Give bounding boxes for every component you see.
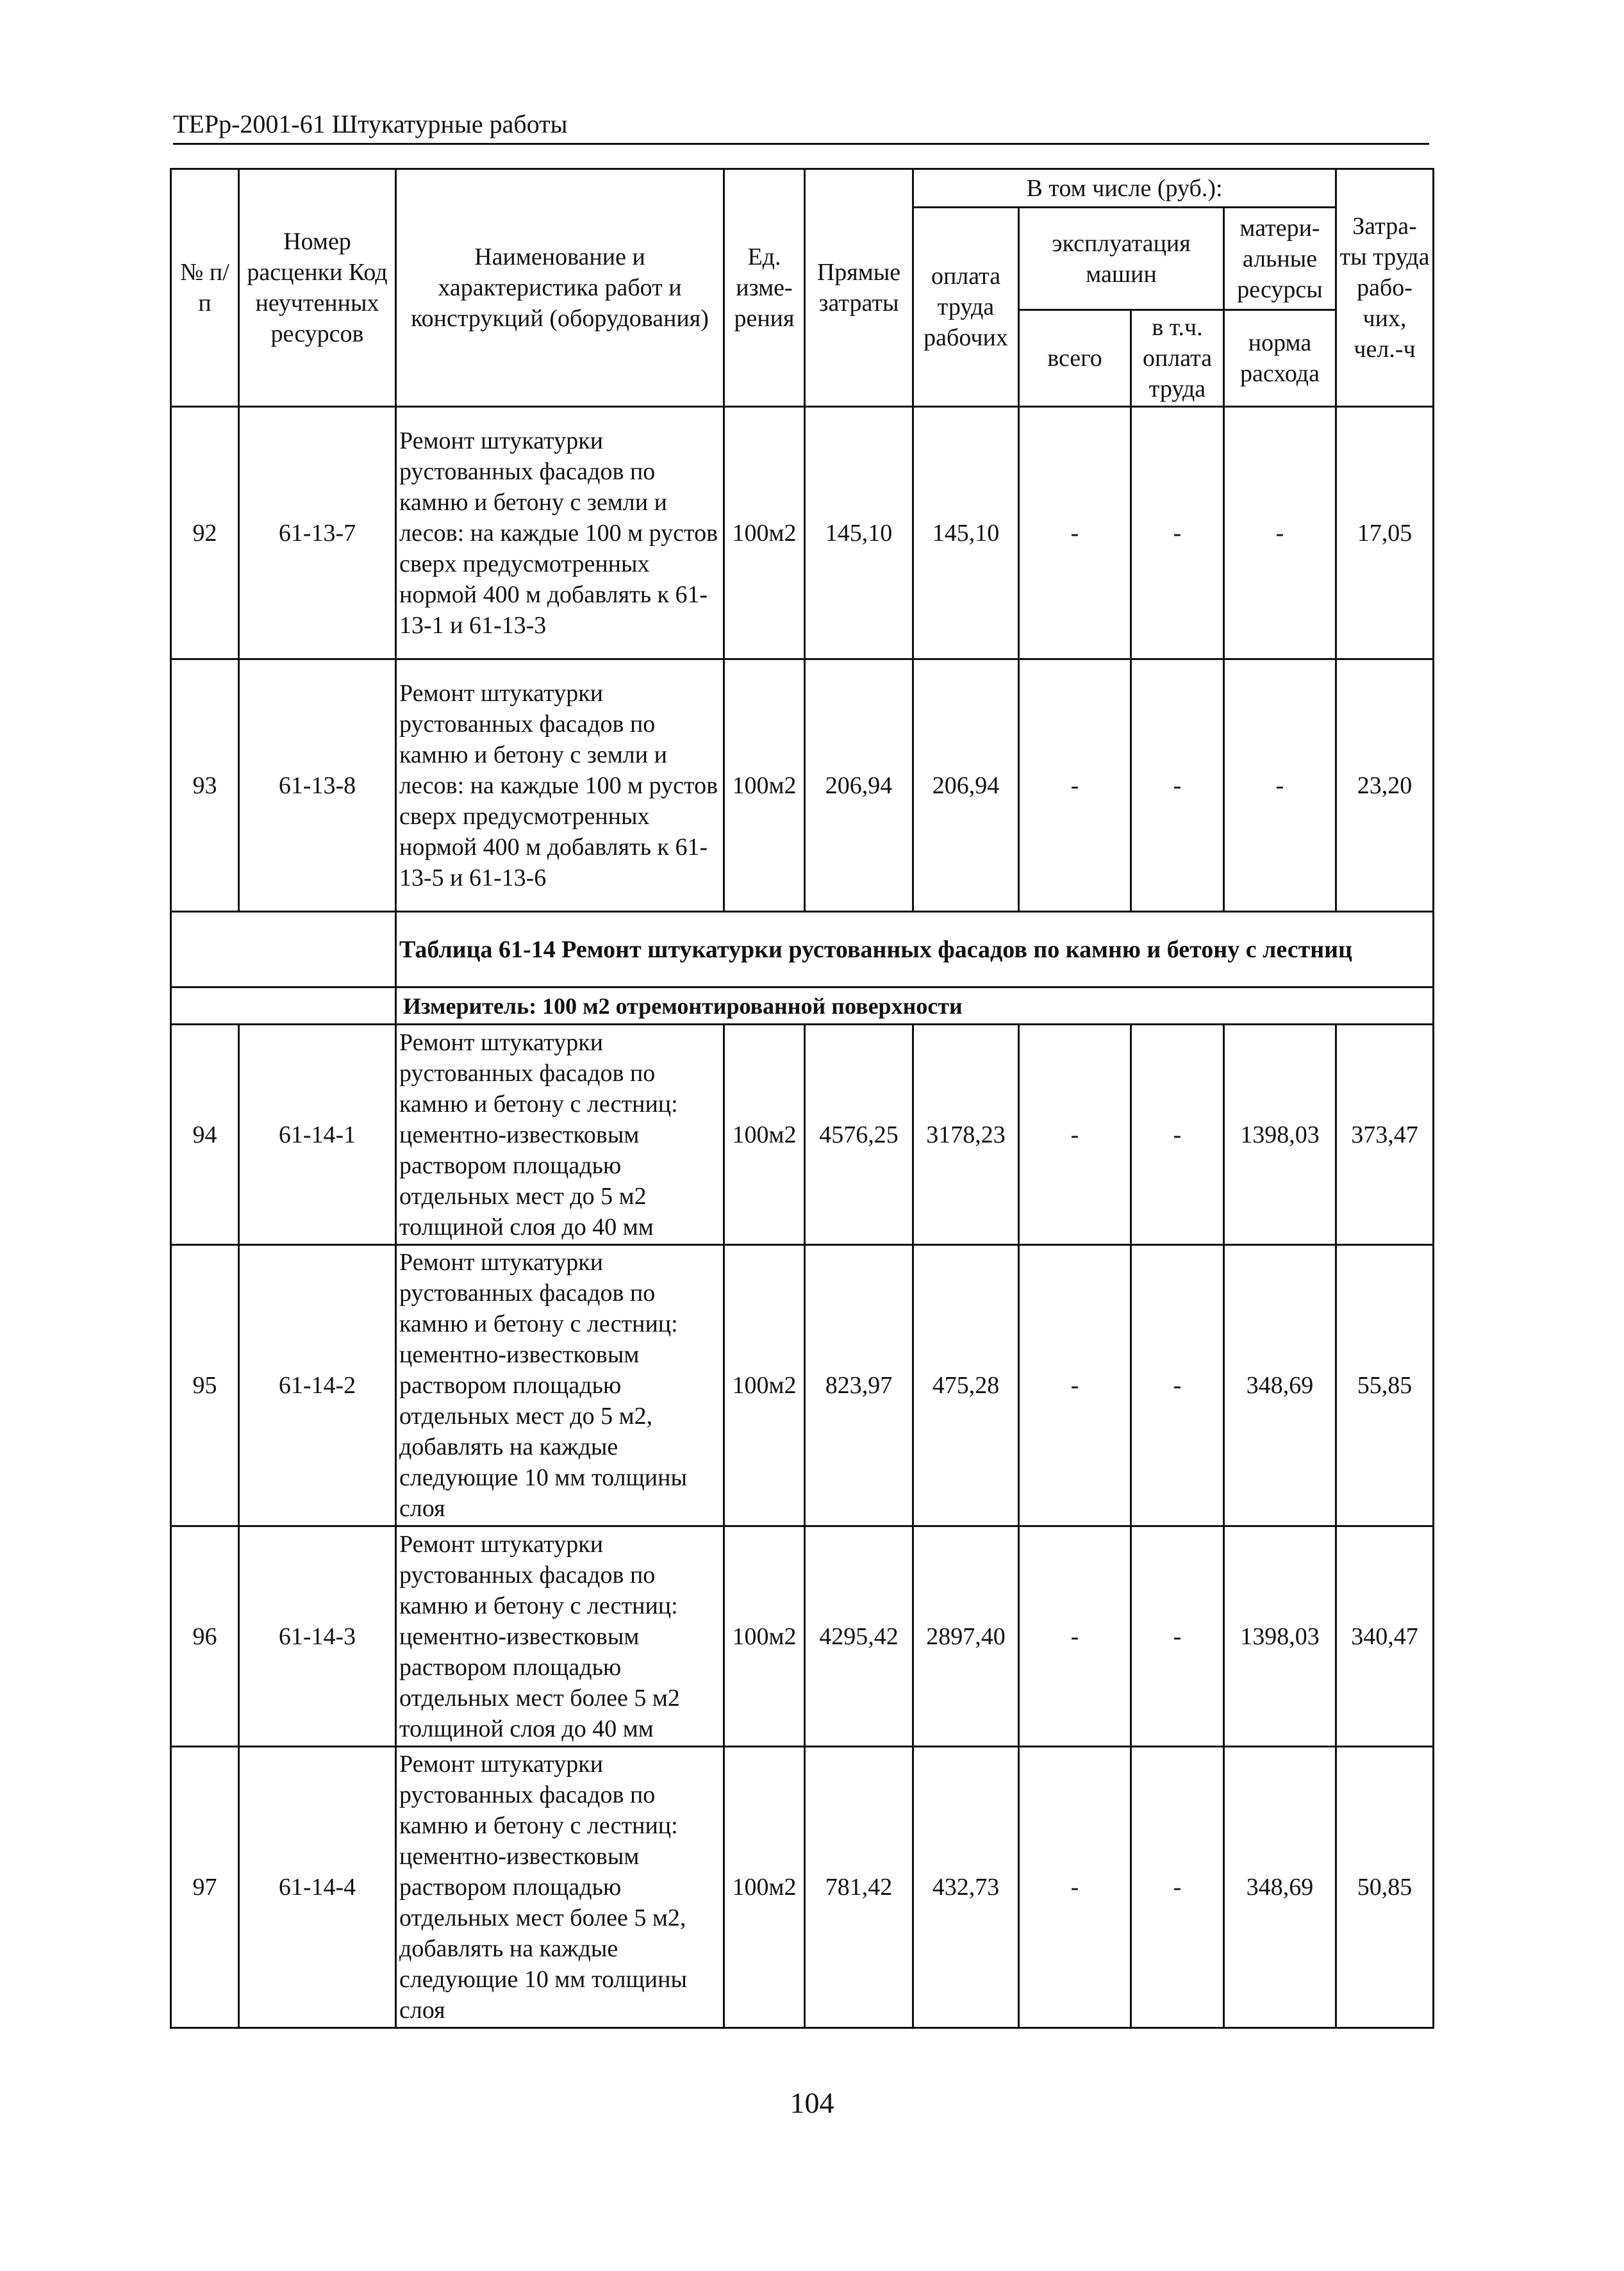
cell-wages: 206,94 [913, 659, 1019, 912]
cell-unit: 100м2 [724, 1025, 805, 1245]
cell-code: 61-14-4 [239, 1747, 396, 2028]
cell-materials: 348,69 [1224, 1747, 1336, 2028]
cell-num: 97 [171, 1747, 239, 2028]
col-header-machines: эксплуатация машин [1019, 208, 1224, 310]
page-number: 104 [790, 2086, 834, 2119]
cell-name: Ремонт штукатурки рустованных фасадов по камню и бетону с лестниц: цементно-известковым раствором площадью отдельных мест более 5 м2, добавлять на каждые следующие 10 мм толщины слоя [396, 1747, 724, 2028]
col-header-labor: Затра-ты труда рабо-чих, чел.-ч [1336, 169, 1434, 407]
cell-labor: 50,85 [1336, 1747, 1434, 2028]
col-header-materials: матери-альные ресурсы [1224, 208, 1336, 310]
cell-labor: 373,47 [1336, 1025, 1434, 1245]
cell-num: 93 [171, 659, 239, 912]
cell-mach-total: - [1019, 407, 1131, 659]
cell-code: 61-13-8 [239, 659, 396, 912]
cell-num: 95 [171, 1245, 239, 1526]
cell-materials: 1398,03 [1224, 1025, 1336, 1245]
cell-name: Ремонт штукатурки рустованных фасадов по камню и бетону с земли и лесов: на каждые 100 м рустов сверх предусмотренных нормой 400 м добавлять к 61-13-5 и 61-13-6 [396, 659, 724, 912]
cell-unit: 100м2 [724, 1245, 805, 1526]
cell-materials: - [1224, 407, 1336, 659]
cell-num: 96 [171, 1526, 239, 1747]
col-header-materials-norm: норма расхода [1224, 310, 1336, 407]
cell-unit: 100м2 [724, 1526, 805, 1747]
cell-num: 94 [171, 1025, 239, 1245]
cell-wages: 145,10 [913, 407, 1019, 659]
cell-wages: 3178,23 [913, 1025, 1019, 1245]
cell-code: 61-14-2 [239, 1245, 396, 1526]
section-measure: Измеритель: 100 м2 отремонтированной поверхности [396, 987, 1434, 1025]
table-row [171, 1526, 1434, 1747]
cell-materials: - [1224, 659, 1336, 912]
cell-name: Ремонт штукатурки рустованных фасадов по камню и бетону с лестниц: цементно-известковым раствором площадью отдельных мест до 5 м2, добавлять на каждые следующие 10 мм толщины слоя [396, 1245, 724, 1526]
cell-wages: 475,28 [913, 1245, 1019, 1526]
cell-mach-total: - [1019, 1747, 1131, 2028]
cell-wages: 432,73 [913, 1747, 1019, 2028]
header-row-1 [171, 169, 1434, 208]
cell-direct: 145,10 [805, 407, 913, 659]
cell-direct: 206,94 [805, 659, 913, 912]
cell-name: Ремонт штукатурки рустованных фасадов по камню и бетону с лестниц: цементно-известковым раствором площадью отдельных мест более 5 м2 толщиной слоя до 40 мм [396, 1526, 724, 1747]
col-header-direct: Прямые затраты [805, 169, 913, 407]
cell-mach-wages: - [1131, 659, 1224, 912]
cell-mach-wages: - [1131, 1245, 1224, 1526]
table-row [171, 1245, 1434, 1526]
cell-labor: 55,85 [1336, 1245, 1434, 1526]
cell-labor: 340,47 [1336, 1526, 1434, 1747]
cell-mach-total: - [1019, 1526, 1131, 1747]
cell-materials: 348,69 [1224, 1245, 1336, 1526]
cell-mach-wages: - [1131, 1025, 1224, 1245]
section-title-row [171, 912, 1434, 987]
col-header-wages: оплата труда рабочих [913, 208, 1019, 407]
price-table [170, 168, 1434, 2029]
col-header-including: В том числе (руб.): [913, 169, 1336, 208]
table-row [171, 659, 1434, 912]
section-measure-row [171, 987, 1434, 1025]
col-header-unit: Ед. изме-рения [724, 169, 805, 407]
cell-code: 61-14-3 [239, 1526, 396, 1747]
col-header-name: Наименование и характеристика работ и конструкций (оборудования) [396, 169, 724, 407]
cell-unit: 100м2 [724, 407, 805, 659]
table-row [171, 407, 1434, 659]
cell-num: 92 [171, 407, 239, 659]
cell-mach-total: - [1019, 659, 1131, 912]
table-row [171, 1025, 1434, 1245]
cell-direct: 823,97 [805, 1245, 913, 1526]
col-header-machines-wages: в т.ч. оплата труда [1131, 310, 1224, 407]
page-header: ТЕРр-2001-61 Штукатурные работы [173, 109, 1429, 145]
cell-labor: 17,05 [1336, 407, 1434, 659]
col-header-machines-total: всего [1019, 310, 1131, 407]
cell-code: 61-14-1 [239, 1025, 396, 1245]
table-row [171, 1747, 1434, 2028]
cell-unit: 100м2 [724, 1747, 805, 2028]
section-title: Таблица 61-14 Ремонт штукатурки рустованных фасадов по камню и бетону с лестниц [396, 912, 1434, 987]
cell-mach-wages: - [1131, 1526, 1224, 1747]
cell-direct: 4576,25 [805, 1025, 913, 1245]
cell-name: Ремонт штукатурки рустованных фасадов по камню и бетону с лестниц: цементно-известковым раствором площадью отдельных мест до 5 м2 толщиной слоя до 40 мм [396, 1025, 724, 1245]
cell-wages: 2897,40 [913, 1526, 1019, 1747]
cell-mach-wages: - [1131, 407, 1224, 659]
cell-direct: 4295,42 [805, 1526, 913, 1747]
cell-materials: 1398,03 [1224, 1526, 1336, 1747]
cell-mach-total: - [1019, 1245, 1131, 1526]
cell-labor: 23,20 [1336, 659, 1434, 912]
cell-unit: 100м2 [724, 659, 805, 912]
col-header-code: Номер расценки Код неучтенных ресурсов [239, 169, 396, 407]
cell-direct: 781,42 [805, 1747, 913, 2028]
col-header-num: № п/п [171, 169, 239, 407]
cell-name: Ремонт штукатурки рустованных фасадов по камню и бетону с земли и лесов: на каждые 100 м рустов сверх предусмотренных нормой 400 м добавлять к 61-13-1 и 61-13-3 [396, 407, 724, 659]
cell-code: 61-13-7 [239, 407, 396, 659]
cell-mach-total: - [1019, 1025, 1131, 1245]
cell-mach-wages: - [1131, 1747, 1224, 2028]
